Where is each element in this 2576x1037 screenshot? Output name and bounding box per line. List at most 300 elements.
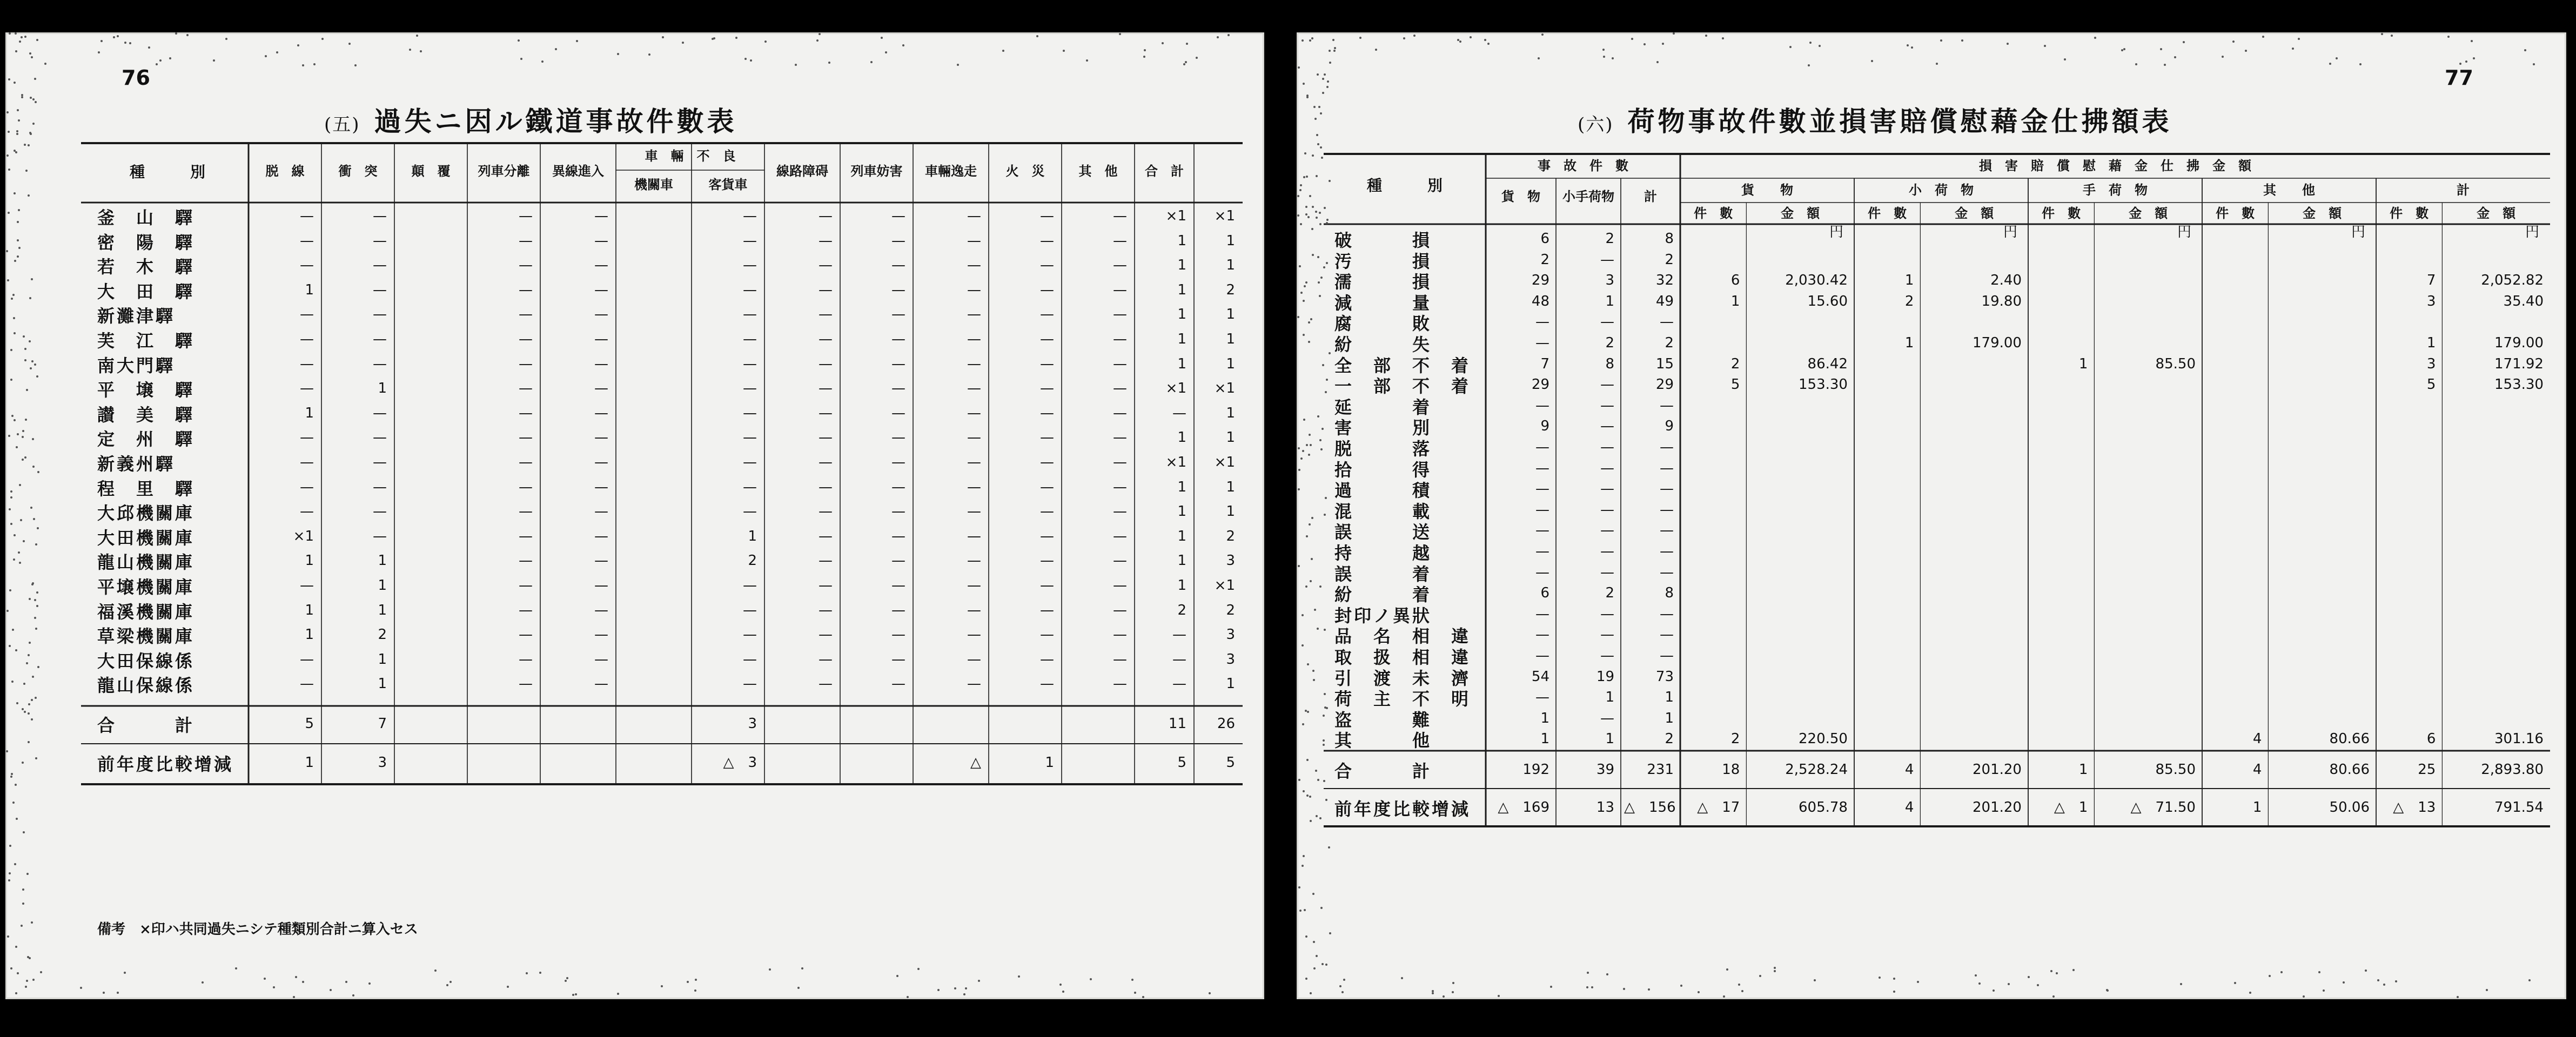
- table-cell: —: [967, 208, 981, 224]
- scan-speck: [22, 903, 24, 905]
- table-cell: —: [519, 208, 533, 224]
- scan-speck: [1303, 419, 1305, 421]
- table-cell: —: [819, 676, 833, 692]
- scan-speck: [354, 64, 357, 66]
- scan-speck: [1144, 49, 1146, 51]
- table-cell: —: [743, 676, 757, 692]
- scan-speck: [14, 863, 16, 865]
- scan-speck: [44, 63, 46, 65]
- table-cell: 2: [1665, 251, 1674, 268]
- table-cell: —: [1660, 522, 1674, 539]
- title-text-left: 過失ニ因ル鐵道事故件數表: [374, 105, 737, 137]
- table-cell: 1: [305, 602, 314, 618]
- table-cell: —: [519, 429, 533, 446]
- summary-cell: 2,893.80: [2481, 762, 2544, 778]
- row-label: 荷 主 不 明: [1334, 689, 1471, 710]
- scan-speck: [1309, 434, 1311, 436]
- table-cell: 2: [1540, 251, 1549, 268]
- scan-speck: [22, 459, 24, 461]
- table-cell: —: [967, 331, 981, 347]
- scan-speck: [2524, 49, 2526, 51]
- table-cell: —: [891, 676, 905, 692]
- scan-speck: [10, 967, 12, 969]
- table-cell: —: [1660, 481, 1674, 497]
- table-cell: —: [1600, 710, 1614, 726]
- table-cell: —: [1535, 439, 1549, 455]
- table-cell: —: [519, 577, 533, 594]
- table-cell: 1: [1177, 281, 1186, 298]
- scan-speck: [30, 507, 32, 509]
- row-label: 誤 着: [1334, 563, 1432, 584]
- table-cell: 1: [1730, 293, 1740, 309]
- unit-label: 円: [2177, 224, 2191, 240]
- row-label: 芙 江 驛: [97, 331, 195, 351]
- table-cell: —: [967, 627, 981, 643]
- table-cell: —: [819, 429, 833, 446]
- summary-cell: 7: [378, 716, 387, 732]
- table-cell: 6: [1540, 231, 1549, 247]
- scan-speck: [1303, 790, 1305, 792]
- table-cell: 6: [1540, 585, 1549, 602]
- table-cell: 1: [378, 676, 387, 692]
- table-cell: —: [1600, 314, 1614, 331]
- table-cell: 3: [2426, 293, 2436, 309]
- scan-speck: [769, 968, 771, 971]
- table-cell: 1: [1226, 331, 1235, 347]
- table-cell: 1: [1226, 676, 1235, 692]
- table-cell: ×1: [1214, 454, 1235, 470]
- table-cell: —: [373, 503, 387, 520]
- table-cell: 54: [1531, 668, 1549, 685]
- scan-speck: [1327, 80, 1329, 83]
- scan-speck: [37, 527, 39, 529]
- unit-label: 円: [2525, 224, 2539, 240]
- scan-speck: [2180, 983, 2182, 985]
- scan-speck: [302, 64, 304, 66]
- row-label: 封印ノ異狀: [1334, 605, 1432, 626]
- scan-speck: [1310, 318, 1312, 320]
- table-cell: —: [819, 553, 833, 569]
- table-cell: —: [1172, 405, 1186, 421]
- column-header: 件 數: [2216, 205, 2255, 221]
- scan-speck: [1586, 986, 1588, 988]
- scan-speck: [1312, 206, 1314, 208]
- scan-speck: [9, 645, 11, 647]
- table-cell: —: [891, 281, 905, 298]
- row-label: 一 部 不 着: [1334, 376, 1471, 397]
- row-label: 新義州驛: [97, 454, 176, 474]
- column-header-sub: 其 他: [2263, 182, 2315, 198]
- table-cell: —: [891, 651, 905, 668]
- table-cell: —: [373, 479, 387, 495]
- table-cell: —: [519, 676, 533, 692]
- table-cell: —: [819, 577, 833, 594]
- table-cell: 1: [305, 553, 314, 569]
- table-cell: —: [594, 627, 608, 643]
- row-label: 新灘津驛: [97, 306, 176, 327]
- table-cell: —: [1113, 577, 1127, 594]
- scan-speck: [1313, 106, 1316, 108]
- table-cell: —: [1040, 602, 1054, 618]
- scan-speck: [434, 969, 437, 972]
- scan-speck: [1302, 614, 1304, 616]
- table-cell: —: [300, 257, 314, 274]
- table-cell: —: [1535, 460, 1549, 476]
- table-cell: —: [891, 306, 905, 323]
- scan-speck: [19, 41, 21, 43]
- table-cell: 85.50: [2155, 355, 2196, 372]
- scan-speck: [1322, 364, 1324, 366]
- summary-cell: 25: [2418, 762, 2436, 778]
- row-label: 破 損: [1334, 230, 1432, 251]
- scan-speck: [24, 348, 26, 350]
- scan-speck: [917, 968, 920, 970]
- table-cell: 1: [2078, 355, 2088, 372]
- table-cell: —: [743, 602, 757, 618]
- row-label: 盗 難: [1334, 709, 1432, 730]
- table-cell: —: [300, 429, 314, 446]
- table-cell: —: [1040, 627, 1054, 643]
- scan-speck: [19, 562, 21, 564]
- scan-speck: [1300, 223, 1302, 225]
- scan-speck: [11, 298, 13, 300]
- scan-speck: [26, 389, 28, 391]
- row-label: 其 他: [1334, 730, 1432, 751]
- scan-speck: [795, 64, 797, 66]
- scan-speck: [21, 36, 23, 38]
- table-cell: —: [743, 380, 757, 397]
- table-cell: —: [1172, 627, 1186, 643]
- scan-speck: [1305, 585, 1307, 588]
- scan-speck: [1186, 43, 1188, 45]
- table-cell: —: [519, 355, 533, 372]
- table-cell: —: [967, 281, 981, 298]
- column-header: 件 數: [2390, 205, 2429, 221]
- table-cell: —: [594, 602, 608, 618]
- column-header: 脱 線: [265, 163, 305, 179]
- table-cell: —: [1113, 281, 1127, 298]
- scan-speck: [117, 35, 119, 37]
- table-cell: 3: [1605, 272, 1614, 289]
- table-cell: 6: [2426, 731, 2436, 748]
- table-cell: —: [743, 331, 757, 347]
- unit-label: 円: [1829, 224, 1843, 240]
- summary-row-label: 前年度比較增減: [97, 754, 234, 775]
- scan-speck: [2044, 45, 2046, 47]
- table-cell: 9: [1665, 418, 1674, 435]
- column-header: 金 額: [1781, 205, 1820, 221]
- table-cell: —: [519, 306, 533, 323]
- table-cell: —: [1113, 429, 1127, 446]
- scan-speck: [1323, 744, 1325, 746]
- table-cell: —: [743, 232, 757, 249]
- table-cell: 2: [1904, 293, 1914, 309]
- row-label: 平壌機關庫: [97, 577, 195, 597]
- scan-speck: [1789, 46, 1792, 48]
- table-cell: —: [300, 355, 314, 372]
- table-cell: —: [1535, 481, 1549, 497]
- scan-speck: [1324, 73, 1326, 76]
- table-cell: —: [1113, 355, 1127, 372]
- table-cell: 73: [1655, 668, 1674, 685]
- header-kind: 種 別: [129, 163, 205, 181]
- table-cell: 1: [1177, 429, 1186, 446]
- scan-speck: [34, 617, 36, 619]
- column-header-sub: 手 荷 物: [2083, 182, 2148, 198]
- table-cell: —: [891, 331, 905, 347]
- summary-row-label: 合 計: [97, 715, 195, 736]
- table-cell: ×1: [1165, 454, 1186, 470]
- table-cell: —: [1600, 397, 1614, 414]
- row-label: 拾 得: [1334, 459, 1432, 480]
- scan-speck: [15, 151, 17, 153]
- scan-speck: [1316, 217, 1318, 219]
- scan-speck: [2123, 48, 2125, 50]
- table-cell: 1: [378, 577, 387, 594]
- table-cell: —: [819, 257, 833, 274]
- table-cell: —: [1660, 627, 1674, 643]
- summary-cell: 4: [2252, 762, 2262, 778]
- table-cell: —: [1600, 648, 1614, 664]
- scan-speck: [295, 976, 297, 978]
- table-cell: 2: [1665, 731, 1674, 748]
- scan-speck: [98, 51, 100, 53]
- column-header: 車輛逸走: [925, 163, 977, 179]
- scan-speck: [330, 989, 332, 991]
- table-cell: —: [1660, 397, 1674, 414]
- scan-speck: [687, 981, 689, 983]
- scan-speck: [1814, 979, 1816, 981]
- scan-speck: [2318, 971, 2320, 973]
- table-cell: —: [594, 208, 608, 224]
- table-cell: —: [967, 355, 981, 372]
- table-cell: —: [519, 454, 533, 470]
- scan-speck: [1314, 609, 1316, 611]
- scan-speck: [1086, 59, 1088, 62]
- summary-cell: 50.06: [2329, 799, 2370, 816]
- scan-speck: [1339, 985, 1341, 987]
- scan-speck: [10, 349, 12, 351]
- scan-speck: [1324, 693, 1326, 695]
- scan-speck: [19, 484, 21, 486]
- summary-cell: △ 13: [2393, 799, 2436, 816]
- table-cell: 1: [1226, 503, 1235, 520]
- column-header: 客貨車: [708, 177, 748, 192]
- scan-speck: [1774, 970, 1776, 972]
- summary-cell: 1: [1045, 755, 1054, 771]
- row-label: 脱 落: [1334, 439, 1432, 459]
- table-cell: —: [743, 355, 757, 372]
- table-cell: 1: [305, 281, 314, 298]
- table-cell: —: [1113, 232, 1127, 249]
- table-cell: 9: [1540, 418, 1549, 435]
- scan-speck: [28, 194, 30, 197]
- scan-speck: [10, 776, 12, 778]
- table-cell: —: [519, 380, 533, 397]
- table-cell: —: [891, 208, 905, 224]
- scan-speck: [7, 935, 9, 938]
- table-cell: —: [1660, 460, 1674, 476]
- table-cell: 86.42: [1807, 355, 1848, 372]
- table-cell: 1: [378, 553, 387, 569]
- scan-speck: [1318, 281, 1320, 284]
- table-cell: —: [743, 454, 757, 470]
- table-cell: —: [819, 627, 833, 643]
- table-cell: 2,030.42: [1785, 272, 1848, 289]
- title-text-right: 荷物事故件數並損害賠償慰藉金仕拂額表: [1627, 105, 2172, 137]
- table-cell: —: [891, 627, 905, 643]
- table-cell: 1: [1177, 232, 1186, 249]
- table-cell: 1: [1226, 257, 1235, 274]
- scan-speck: [1321, 428, 1324, 430]
- scan-speck: [1936, 63, 1938, 65]
- table-cell: 2: [378, 627, 387, 643]
- scan-speck: [159, 59, 162, 62]
- table-cell: 1: [305, 627, 314, 643]
- summary-cell: △ 1: [2054, 799, 2088, 816]
- row-label: 平 壌 驛: [97, 380, 195, 401]
- column-header: 小手荷物: [1562, 188, 1614, 204]
- scan-speck: [1090, 978, 1092, 980]
- scan-speck: [40, 971, 42, 973]
- scan-speck: [1320, 907, 1323, 909]
- scan-speck: [18, 119, 20, 122]
- row-label: 誤 送: [1334, 522, 1432, 543]
- table-cell: 3: [1226, 627, 1235, 643]
- scan-speck: [21, 925, 23, 927]
- summary-cell: 791.54: [2494, 799, 2544, 816]
- row-label: 全 部 不 着: [1334, 355, 1471, 376]
- scan-speck: [2329, 63, 2331, 65]
- scan-speck: [35, 543, 37, 546]
- table-cell: —: [1600, 522, 1614, 539]
- scan-speck: [352, 994, 354, 996]
- scan-speck: [694, 989, 696, 992]
- section-number-right: (六): [1578, 114, 1614, 136]
- scan-speck: [23, 540, 25, 542]
- table-cell: —: [1113, 602, 1127, 618]
- table-cell: —: [967, 577, 981, 594]
- table-cell: —: [373, 454, 387, 470]
- table-cell: 19.80: [1981, 293, 2022, 309]
- table-cell: —: [967, 380, 981, 397]
- table-cell: —: [967, 553, 981, 569]
- scan-speck: [2381, 33, 2383, 35]
- table-cell: —: [373, 429, 387, 446]
- table-cell: —: [1113, 528, 1127, 544]
- row-label: 害 別: [1334, 418, 1432, 439]
- table-cell: —: [300, 503, 314, 520]
- scan-speck: [1320, 277, 1323, 279]
- table-cell: —: [891, 528, 905, 544]
- table-cell: —: [594, 651, 608, 668]
- scan-speck: [566, 977, 568, 979]
- scan-speck: [2269, 975, 2271, 977]
- table-cell: —: [519, 651, 533, 668]
- table-cell: 1: [1177, 257, 1186, 274]
- table-cell: 35.40: [2503, 293, 2544, 309]
- scan-speck: [801, 967, 803, 969]
- scan-speck: [1311, 228, 1313, 230]
- scan-speck: [1680, 985, 1682, 987]
- row-label: 延 着: [1334, 396, 1432, 418]
- scan-speck: [1196, 57, 1198, 59]
- table-cell: —: [594, 528, 608, 544]
- table-cell: 2: [1605, 231, 1614, 247]
- table-cell: 1: [1177, 306, 1186, 323]
- table-cell: —: [891, 405, 905, 421]
- scan-speck: [1306, 95, 1309, 97]
- table-cell: 1: [1540, 710, 1549, 726]
- scan-speck: [1302, 450, 1304, 452]
- column-header: 件 數: [1694, 205, 1733, 221]
- summary-cell: 85.50: [2155, 762, 2196, 778]
- table-cell: 1: [1177, 331, 1186, 347]
- scan-speck: [1317, 256, 1319, 258]
- scan-speck: [2056, 972, 2058, 974]
- table-cell: —: [743, 281, 757, 298]
- table-cell: —: [819, 208, 833, 224]
- scan-speck: [16, 818, 18, 820]
- table-cell: —: [1040, 208, 1054, 224]
- table-cell: —: [891, 479, 905, 495]
- column-header: 計: [1644, 188, 1657, 204]
- column-header: 異線進入: [552, 163, 604, 179]
- table-cell: —: [891, 355, 905, 372]
- scan-speck: [648, 53, 650, 56]
- table-cell: —: [1600, 481, 1614, 497]
- scan-speck: [1311, 558, 1313, 560]
- scan-speck: [186, 34, 189, 36]
- table-cell: —: [819, 479, 833, 495]
- table-cell: —: [1040, 577, 1054, 594]
- table-cell: —: [1040, 405, 1054, 421]
- scan-speck: [1298, 565, 1300, 567]
- table-cell: —: [519, 257, 533, 274]
- column-header: 衝 突: [338, 163, 378, 179]
- scan-speck: [1375, 49, 1377, 51]
- table-cell: —: [819, 355, 833, 372]
- row-label: 讃 美 驛: [97, 404, 195, 425]
- table-cell: 1: [378, 651, 387, 668]
- table-cell: —: [373, 528, 387, 544]
- table-cell: 179.00: [1973, 335, 2022, 351]
- table-cell: —: [819, 380, 833, 397]
- scan-speck: [12, 802, 15, 804]
- row-label: 紛 着: [1334, 584, 1432, 605]
- table-cell: 2: [1177, 602, 1186, 618]
- scan-speck: [1343, 979, 1345, 981]
- table-cell: 1: [1226, 405, 1235, 421]
- scan-speck: [1298, 488, 1300, 490]
- scan-speck: [1306, 794, 1309, 797]
- column-header: 金 額: [1955, 205, 1994, 221]
- table-cell: —: [1113, 627, 1127, 643]
- table-cell: —: [1040, 232, 1054, 249]
- scan-speck: [1317, 628, 1319, 630]
- table-cell: —: [1113, 503, 1127, 520]
- column-header-sub: 計: [2457, 182, 2470, 198]
- summary-cell: 1: [2252, 799, 2262, 816]
- table-cell: —: [1535, 314, 1549, 331]
- column-header: 列車分離: [478, 163, 530, 179]
- scan-speck: [1310, 992, 1312, 994]
- scan-speck: [2343, 981, 2345, 984]
- header-kind: 種 別: [1366, 177, 1443, 194]
- summary-cell: 1: [305, 755, 314, 771]
- table-cell: —: [819, 602, 833, 618]
- table-cell: 5: [2426, 376, 2436, 393]
